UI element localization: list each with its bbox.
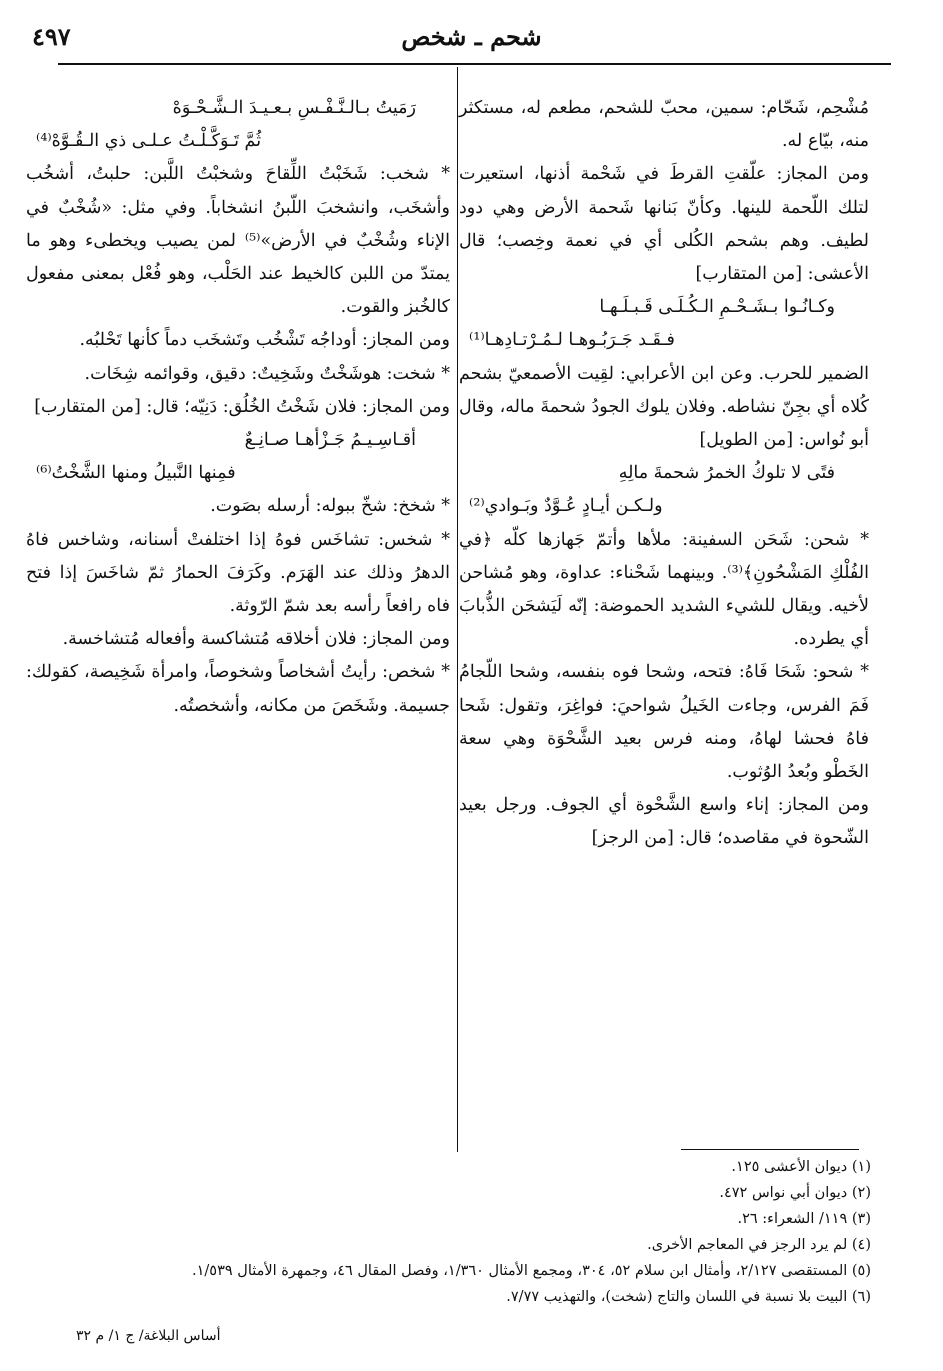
entry-paragraph: * شحو: شَحَا فَاهُ: فتحه، وشحا فوه بنفسه، وشحا اللّجامُ فَمَ الفرس، وجاءت الخَيلُ شواحيَ: فواغِرَ، وتقول: شَحا فاهُ فحشا لهاهُ، ومنه فرس بعيد الشَّحْوَة وهي سعة الخَطْو وبُعدُ الوُثوب. (459, 662, 869, 783)
entry-paragraph: * شخت: هوشَخْتٌ وشَخِيتٌ: دقيق، وقوائمه شِخَات. (84, 363, 450, 384)
verse-line: فـقَـد جَـرَبُـوهـا لـمُـرْتـادِهـا⁽¹⁾ (469, 330, 675, 351)
page-title: شحم ـ شخص (401, 22, 542, 51)
entry-paragraph: * شخب: شَخَبْتُ اللِّقاحَ وشخبْتُ اللَّبن: حلبتُ، أشخُب وأشخَب، وانشخبَ اللّبنُ انشخاباً. وفي مثل: «شُخْبٌ في الإناء وشُخْبٌ في الأرض»⁽⁵⁾ لمن يصيب ويخطىء وهو ما يمتدّ من اللبن كالخيط عند الحَلْب، وهو فُعْل بمعنى مفعول كالخُبز والقوت. (26, 164, 451, 318)
verse-line: وكـانُـوا بـشَـحْـمِ الـكُـلَـى قَـبـلَـهـا (599, 297, 835, 318)
entry-paragraph: * شحن: شَحَن السفينة: ملأها وأتمّ جَهازها كلّه ﴿في الفُلْكِ المَشْحُونِ﴾⁽³⁾. وبينهما شَحْناء: عداوة، وهو مُشاحن لأخيه. ويقال للشيء الشديد الحموضة: إنّه لَيَشحَن الذُّبابَ أي يطرده. (459, 529, 869, 650)
footnote: (٤) لم يرد الرجز في المعاجم الأخرى. (647, 1237, 871, 1253)
footnote: (٢) ديوان أبي نواس ٤٧٢. (719, 1185, 871, 1201)
footnotes (90, 1154, 871, 1310)
verse-line: فتًى لا تلوكُ الخمرُ شحمةَ مالِهِ (618, 463, 835, 484)
entry-paragraph: ومن المجاز: فلان أخلاقه مُتشاكسة وأفعاله مُتشاخسة. (62, 629, 450, 650)
page-header (30, 16, 913, 60)
page-footer: أساس البلاغة/ ج ١/ م ٣٢ (76, 1328, 221, 1344)
left-column (26, 92, 450, 723)
entry-paragraph: ومن المجاز: أوداجُه تَشْخُب وتَشخَب دماً كأنها تَحْلبُه. (79, 330, 450, 351)
entry-paragraph: * شخخ: شخّ ببوله: أرسله بصَوت. (210, 496, 450, 517)
footnote: (٣) ١١٩/ الشعراء: ٢٦. (737, 1211, 871, 1227)
entry-paragraph: ومن المجاز: فلان شَخْتُ الخُلُق: دَنِيّه؛ قال: [من المتقارب] (34, 396, 450, 417)
footnote-rule (681, 1149, 859, 1150)
entry-paragraph: الضمير للحرب. وعن ابن الأعرابي: لقِيت الأصمعيّ بشحم كُلاه أي بجِنّ نشاطه. وفلان يلوك الجودُ شحمةَ ماله، وقال أبو نُواس: [من الطويل] (459, 363, 869, 451)
header-rule (58, 63, 891, 65)
entry-paragraph: * شخس: تشاخَس فوهُ إذا اختلفتْ أسنانه، وشاخس فاهُ الدهرُ وذلك عند الهَرَم. وكَرَفَ الحمارُ ثمّ شاخَسَ إذا فتح فاه رافعاً رأسه بعد شمّ الرّوثة. (26, 529, 450, 617)
right-column (459, 92, 869, 856)
entry-paragraph: مُشْحِم، شَحّام: سمين، محبّ للشحم، مطعم له، مستكثر منه، بيّاع له. (459, 98, 869, 152)
verse-line: فمِنها النَّبيلُ ومنها الشَّخْتُ⁽⁶⁾ (36, 463, 236, 484)
verse-line: ولـكـن أيـادٍ عُـوَّدٌ وبَـوادي⁽²⁾ (469, 496, 663, 517)
entry-paragraph: * شخص: رأيتُ أشخاصاً وشخوصاً، وامرأة شَخِيصة، كقولك: جسيمة. وشَخَصَ من مكانه، وأشخصتُه. (26, 662, 450, 716)
entry-paragraph: ومن المجاز: علّقتِ القرطَ في شَحْمة أذنها، استعيرت لتلك اللّحمة للينها. وكأنّ بَنانها شَحمة الأرض وهي دود لطيف. وهم بشحم الكُلى أي في نعمة وخِصب؛ قال الأعشى: [من المتقارب] (459, 164, 869, 285)
verse-line: أقـاسِـيـمُ جَـزْأهـا صـانِـعٌ (244, 430, 416, 451)
footnote: (٦) البيت بلا نسبة في اللسان والتاج (شخت)، والتهذيب ٧/٧٧. (506, 1289, 871, 1305)
footnote: (١) ديوان الأعشى ١٢٥. (731, 1159, 871, 1175)
page-number: ٤٩٧ (32, 22, 71, 51)
verse-line: رَمَيتُ بـالـنَّـفْـسِ بـعـيـدَ الـشَّـحْـوَهْ (172, 98, 416, 118)
entry-paragraph: ومن المجاز: إناء واسع الشَّحْوة أي الجوف. ورجل بعيد الشّحوة في مقاصده؛ قال: [من الرجز] (459, 795, 869, 849)
verse-line: ثُمَّ تَـوَكَّـلْـتُ عـلـى ذي الـقُـوَّهْ⁽⁴⁾ (36, 131, 262, 152)
footnote: (٥) المستقصى ٢/١٢٧، وأمثال ابن سلام ٥٢، ٣٠٤، ومجمع الأمثال ١/٣٦٠، وفصل المقال ٤٦، وجمهرة الأمثال ١/٥٣٩. (192, 1263, 871, 1279)
column-divider (457, 67, 458, 1152)
